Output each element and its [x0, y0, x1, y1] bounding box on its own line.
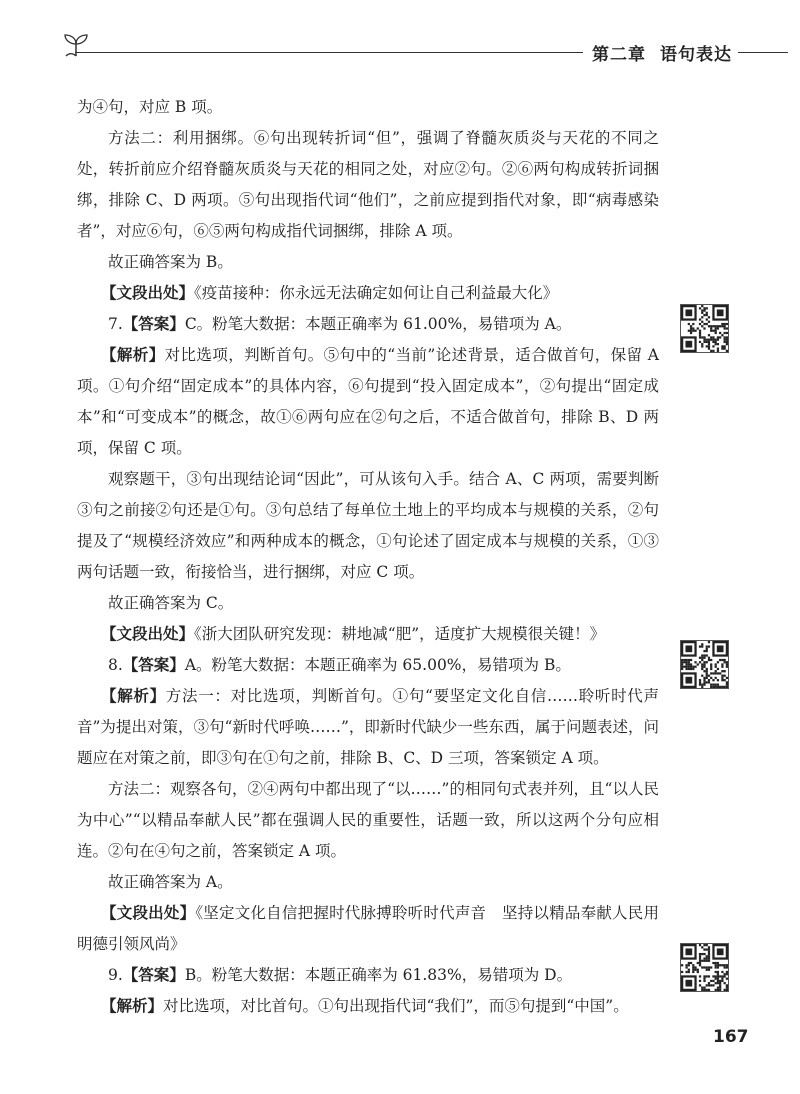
source-label: 【文段出处】: [101, 625, 195, 643]
source-title: 《浙大团队研究发现：耕地减“肥”，适度扩大规模很关键！》: [194, 625, 606, 643]
source-title: 《坚定文化自信把握时代脉搏聆听时代声音 坚持以精品奉献人民用明德引领风尚》: [77, 904, 659, 953]
paragraph: 故正确答案为 C。: [108, 594, 234, 612]
answer-text: A。粉笔大数据：本题正确率为 65.00%，易错项为 B。: [184, 656, 571, 674]
analysis-label: 【解析】: [101, 687, 166, 705]
answer-label: 【答案】: [122, 656, 185, 674]
analysis-line: [77, 991, 659, 1022]
chapter-title: [592, 40, 746, 65]
paragraph: 观察题干，③句出现结论词“因此”，可从该句入手。结合 A、C 两项，需要判断③句之前接②句还是①句。③句总结了每单位土地上的平均成本与规模的关系，②句提及了“规模经济效应”和两种成本的概念，①句论述了固定成本与规模的关系，①③两句话题一致，衔接恰当，进行捆绑，对应 C 项。: [77, 470, 659, 581]
source-line: [77, 619, 659, 650]
analysis-line: [77, 340, 659, 464]
answer-line: [77, 309, 659, 340]
source-label: 【文段出处】: [101, 904, 196, 922]
analysis-label: 【解析】: [101, 997, 164, 1015]
analysis-line: [77, 681, 659, 774]
qr-code-icon[interactable]: [680, 304, 729, 353]
paragraph: 方法二：利用捆绑。⑥句出现转折词“但”，强调了脊髓灰质炎与天花的不同之处，转折前应介绍脊髓灰质炎与天花的相同之处，对应②句。②⑥两句构成转折词捆绑，排除 C、D 两项。⑤句出现指代词“他们”，之前应提到指代对象，即“病毒感染者”，对应⑥句，⑥⑤两句构成指代词捆绑，排除 A 项。: [77, 129, 659, 240]
question-number: 9.: [108, 966, 123, 984]
paragraph: 故正确答案为 B。: [108, 253, 233, 271]
sprout-icon: [62, 32, 90, 58]
answer-line: [77, 960, 659, 991]
answer-label: 【答案】: [122, 315, 185, 333]
page-header: [0, 0, 800, 70]
paragraph: 故正确答案为 A。: [108, 873, 233, 891]
chapter-name: 语句表达: [660, 45, 732, 65]
source-title: 《疫苗接种：你永远无法确定如何让自己利益最大化》: [194, 284, 559, 302]
answer-label: 【答案】: [122, 966, 185, 984]
analysis-label: 【解析】: [101, 346, 165, 364]
analysis-text: 对比选项，判断首句。⑤句中的“当前”论述背景，适合做首句，保留 A 项。①句介绍“固定成本”的具体内容，⑥句提到“投入固定成本”，②句提出“固定成本”和“可变成本”的概念，故①⑥两句应在②句之后，不适合做首句，排除 B、D 两项，保留 C 项。: [77, 346, 659, 457]
answer-text: C。粉笔大数据：本题正确率为 61.00%，易错项为 A。: [184, 315, 572, 333]
chapter-number: 第二章: [592, 45, 646, 65]
question-number: 8.: [108, 656, 123, 674]
page-body: [77, 92, 659, 1022]
qr-code-icon[interactable]: [680, 943, 729, 992]
source-line: [77, 278, 659, 309]
answer-line: [77, 650, 659, 681]
answer-text: B。粉笔大数据：本题正确率为 61.83%，易错项为 D。: [184, 966, 573, 984]
source-label: 【文段出处】: [101, 284, 195, 302]
analysis-text: 方法一：对比选项，判断首句。①句“要坚定文化自信……聆听时代声音”为提出对策，③句“新时代呼唤……”，即新时代缺少一些东西，属于问题表述，问题应在对策之前，即③句在①句之前，排除 B、C、D 三项，答案锁定 A 项。: [77, 687, 659, 767]
header-rule-left: [75, 52, 583, 53]
question-number: 7.: [108, 315, 123, 333]
paragraph: 为④句，对应 B 项。: [77, 98, 223, 116]
header-rule-right: [738, 52, 788, 53]
qr-code-icon[interactable]: [680, 640, 729, 689]
paragraph: 方法二：观察各句，②④两句中都出现了“以……”的相同句式表并列，且“以人民为中心”“以精品奉献人民”都在强调人民的重要性，话题一致，所以这两个分句应相连。②句在④句之前，答案锁定 A 项。: [77, 780, 659, 860]
analysis-text: 对比选项，对比首句。①句出现指代词“我们”，而⑤句提到“中国”。: [163, 997, 629, 1015]
page-number: 167: [713, 1027, 749, 1047]
source-line: [77, 898, 659, 960]
